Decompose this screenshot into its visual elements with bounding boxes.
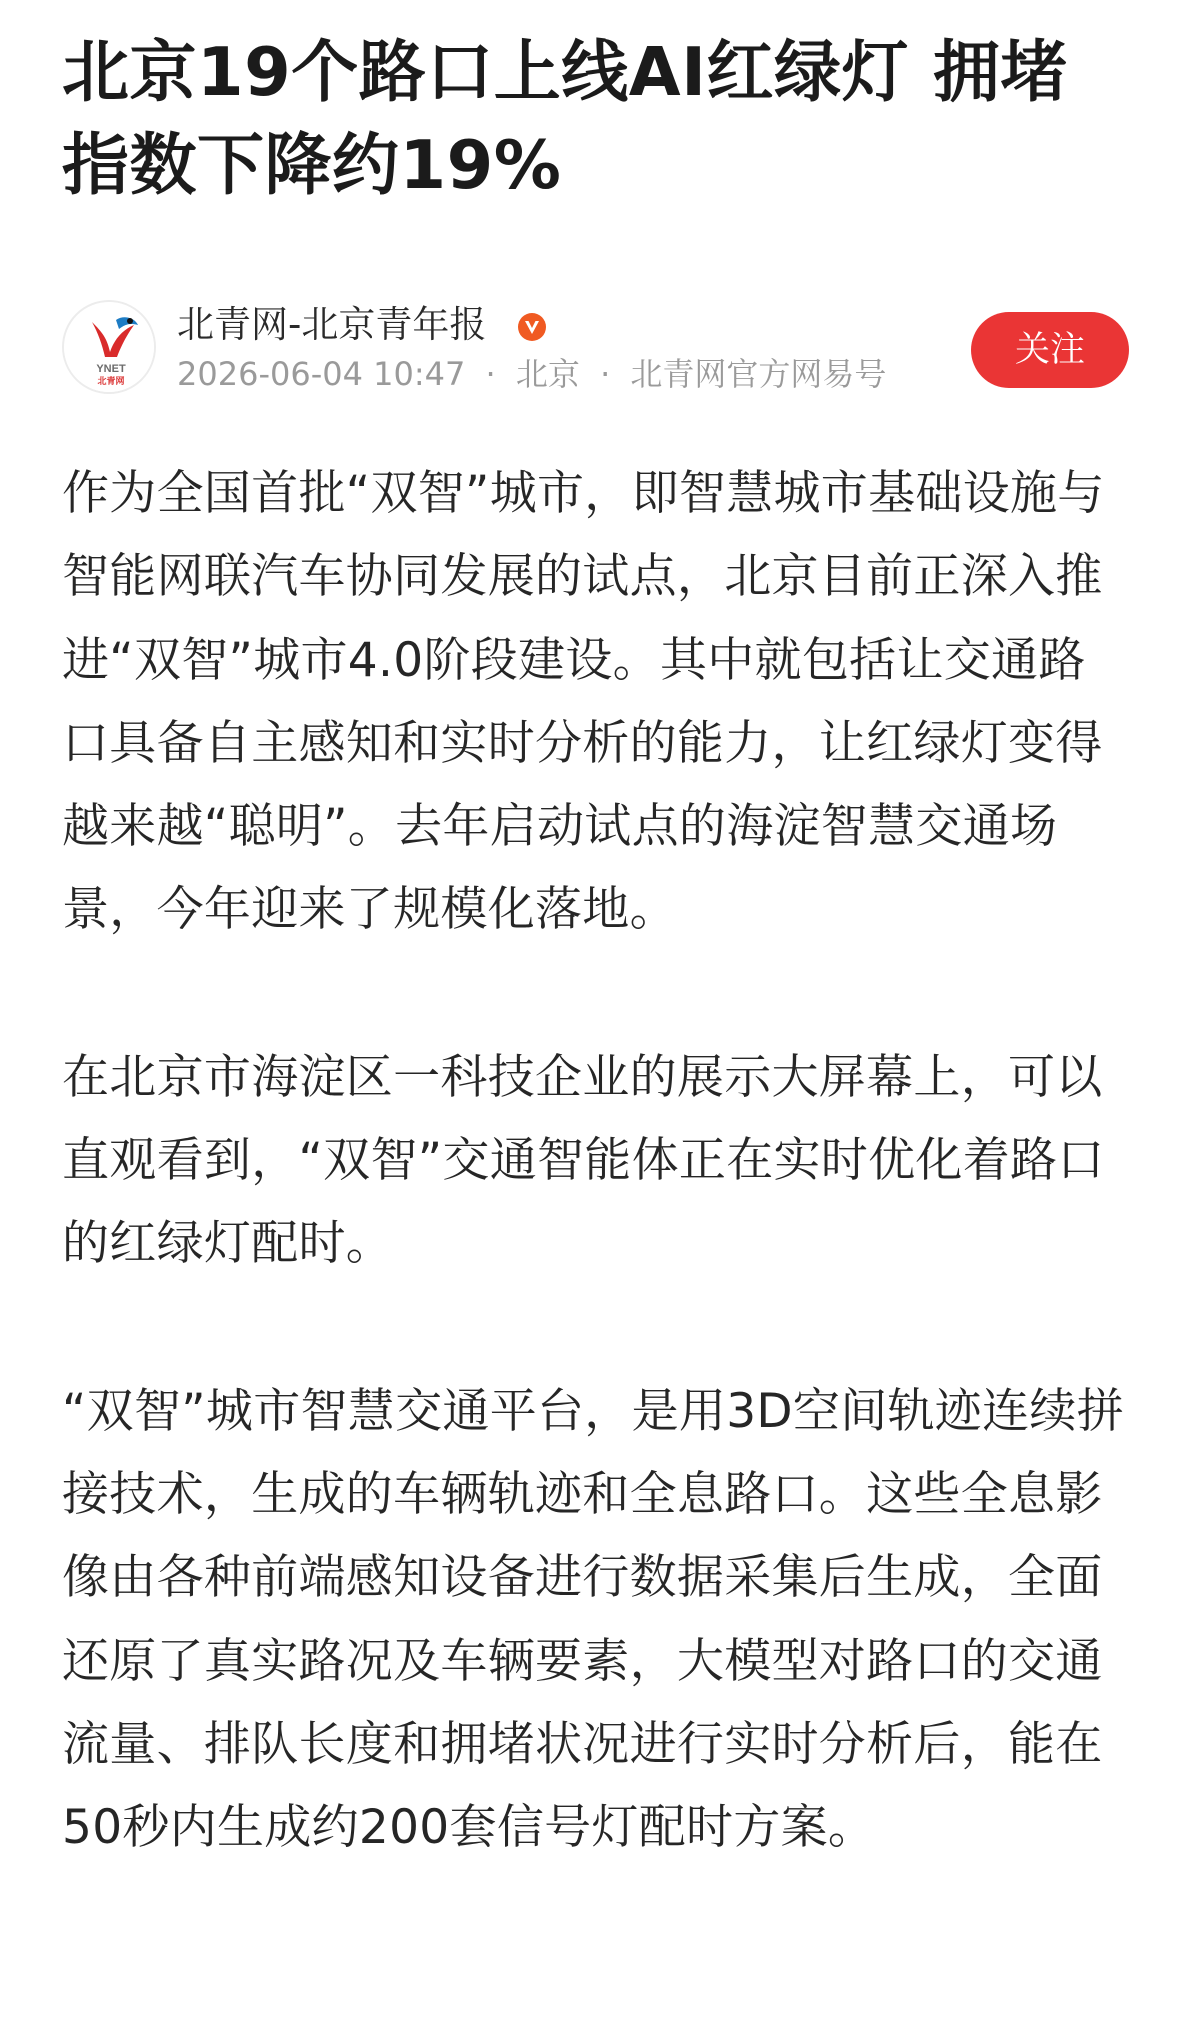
- author-avatar[interactable]: [62, 300, 156, 394]
- avatar-brand-text: 北青网: [97, 377, 125, 387]
- follow-button[interactable]: 关注: [971, 312, 1129, 388]
- article-paragraph-1: 作为全国首批“双智”城市，即智慧城市基础设施与智能网联汽车协同发展的试点，北京目前正深入推进“双智”城市4.0阶段建设。其中就包括让交通路口具备自主感知和实时分析的能力，让红绿灯变得越来越“聪明”。去年启动试点的海淀智慧交通场景，今年迎来了规模化落地。: [62, 466, 1105, 938]
- author-name[interactable]: 北青网-北京青年报: [177, 303, 487, 346]
- meta-separator: ·: [485, 355, 496, 393]
- avatar-ynet-text: YNET: [96, 363, 126, 375]
- article-paragraph-2: 在北京市海淀区一科技企业的展示大屏幕上，可以直观看到，“双智”交通智能体正在实时优化着路口的红绿灯配时。: [62, 1049, 1105, 1272]
- publish-time: 2026-06-04 10:47: [177, 355, 466, 393]
- article-meta: [177, 352, 886, 396]
- publish-location: 北京: [515, 355, 580, 393]
- source-name: 北青网官方网易号: [630, 355, 887, 393]
- verified-badge-icon: [517, 312, 547, 342]
- article-paragraph-3: “双智”城市智慧交通平台，是用3D空间轨迹连续拼接技术，生成的车辆轨迹和全息路口。这些全息影像由各种前端感知设备进行数据采集后生成，全面还原了真实路况及车辆要素，大模型对路口的交通流量、排队长度和拥堵状况进行实时分析后，能在50秒内生成约200套信号灯配时方案。: [62, 1383, 1124, 1856]
- article-body: [62, 452, 1129, 1953]
- meta-separator: ·: [600, 355, 611, 393]
- ynet-logo-icon: [64, 302, 156, 394]
- article-title: 北京19个路口上线AI红绿灯 拥堵指数下降约19%: [62, 33, 1068, 204]
- author-row: [62, 300, 1129, 396]
